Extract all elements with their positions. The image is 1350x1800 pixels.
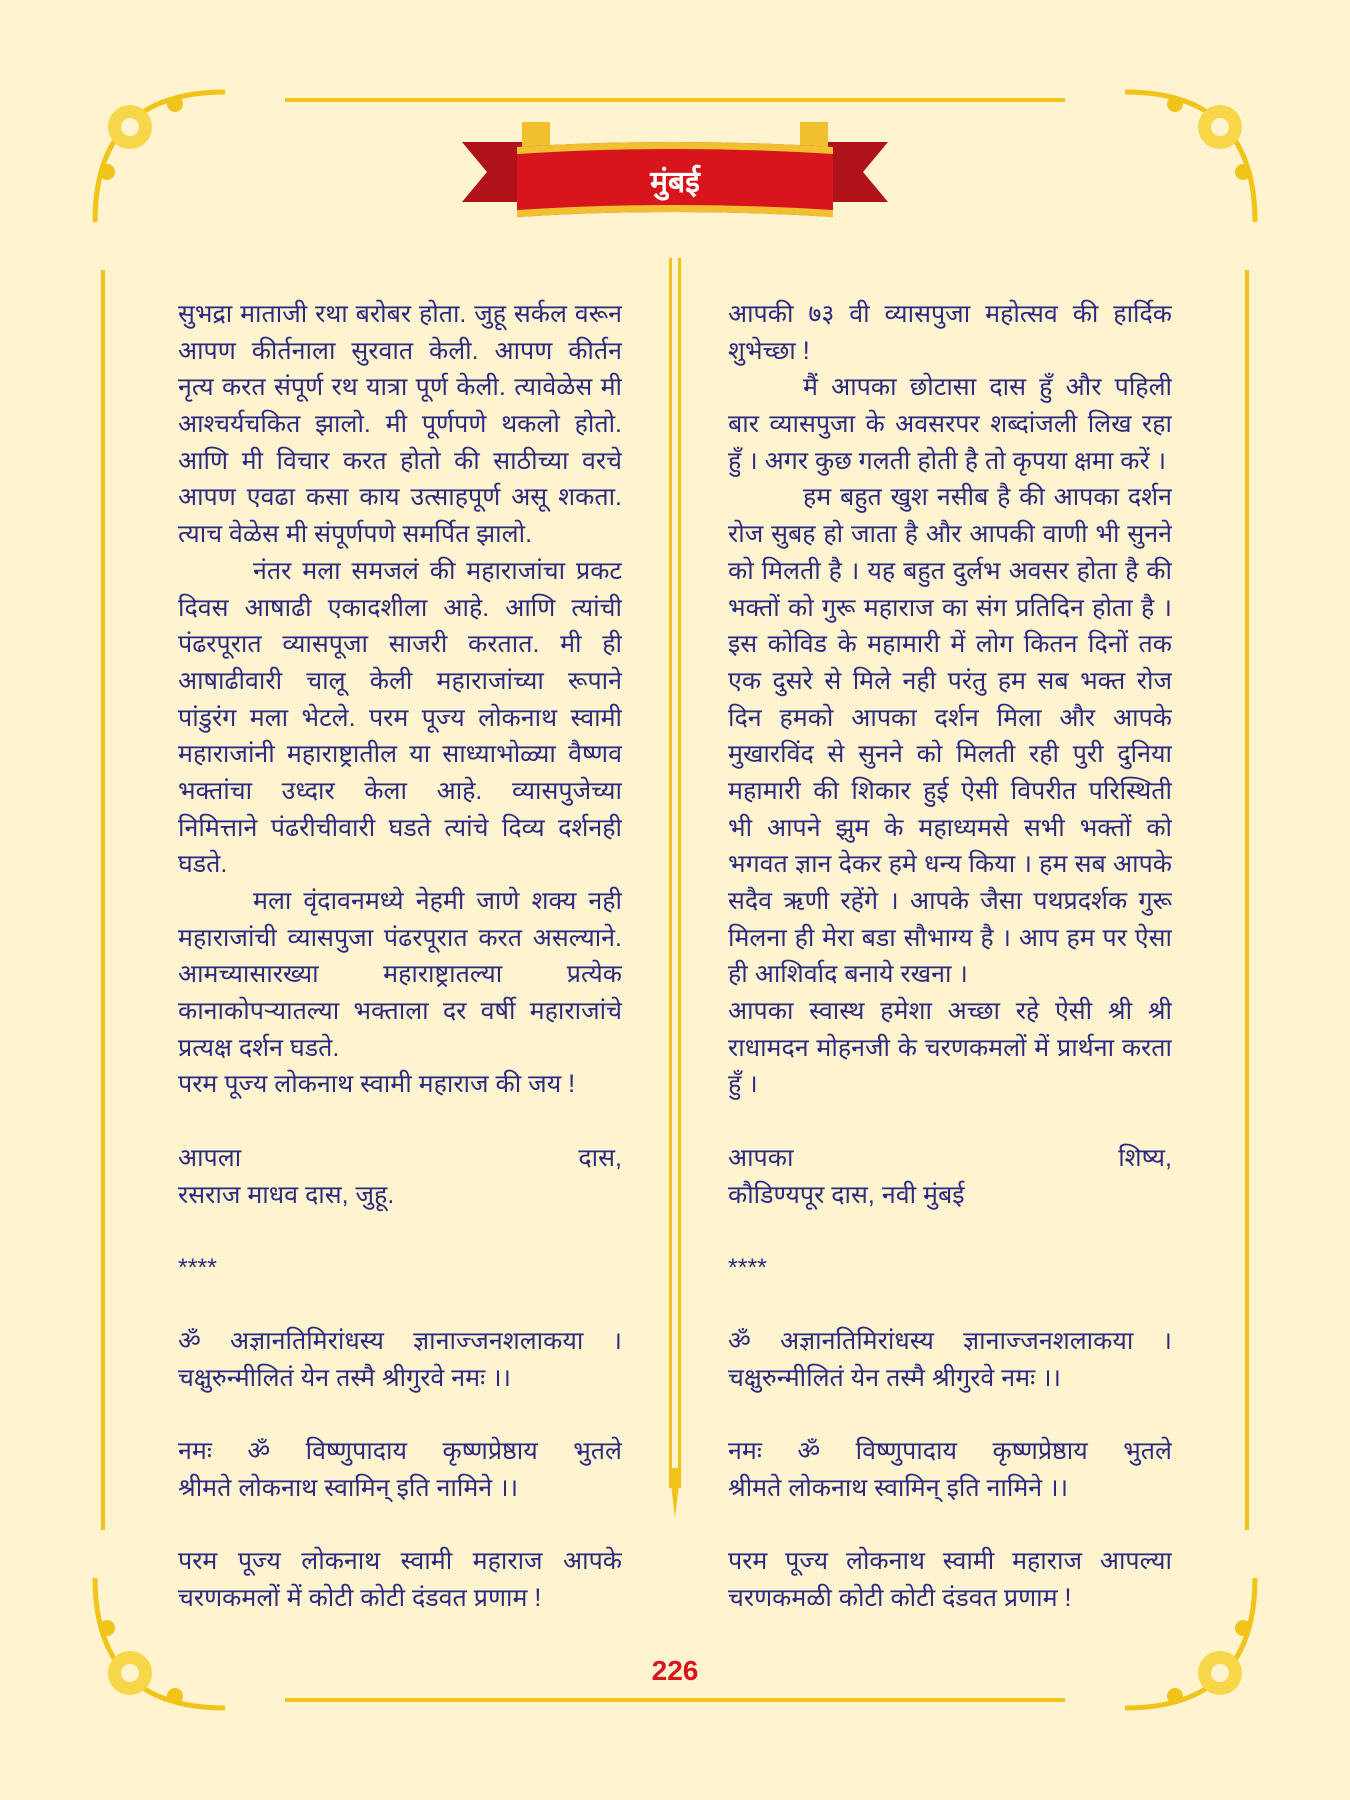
- text-line: मिलना ही मेरा बडा सौभाग्य है । आप हम पर ऐसा: [728, 923, 1172, 952]
- text-line: को मिलती है । यह बहुत दुर्लभ अवसर होता है की: [728, 556, 1172, 585]
- text-line: आपण कीर्तनाला सुरवात केली. आपण कीर्तन: [178, 336, 622, 365]
- paragraph: [728, 369, 1172, 479]
- frame-top-line: [285, 98, 1065, 102]
- text-line: नमः ॐ विष्णुपादाय कृष्णप्रेष्ठाय भुतले: [178, 1437, 622, 1466]
- left-column: [178, 296, 622, 1617]
- text-line: नृत्य करत संपूर्ण रथ यात्रा पूर्ण केली. त्यावेळेस मी: [178, 373, 622, 402]
- paragraph: [728, 296, 1172, 369]
- text-line: आपकी ७३ वी व्यासपुजा महोत्सव की हार्दिक: [728, 300, 1172, 328]
- page-title: मुंबई: [650, 166, 700, 199]
- spacer: [728, 1103, 1172, 1140]
- text-line: ****: [728, 1253, 767, 1282]
- text-line: महामारी की शिकार हुई ऐसी विपरीत परिस्थिती: [728, 776, 1172, 805]
- text-line: दिवस आषाढी एकादशीला आहे. आणि त्यांची: [178, 593, 622, 622]
- text-line: आणि मी विचार करत होतो की साठीच्या वरचे: [178, 446, 622, 475]
- text-line: चक्षुरुन्मीलितं येन तस्मै श्रीगुरवे नमः ।।: [178, 1363, 512, 1392]
- text-line: रोज सुबह हो जाता है और आपकी वाणी भी सुनने: [728, 520, 1172, 549]
- text-line: पांडुरंग मला भेटले. परम पूज्य लोकनाथ स्वामी: [178, 703, 622, 732]
- text-line: मुखारविंद से सुनने को मिलती रही पुरी दुनिया: [728, 740, 1172, 769]
- text-line: हुँ । अगर कुछ गलती होती है तो कृपया क्षमा करें ।: [728, 446, 1167, 475]
- text-line: चरणकमलों में कोटी कोटी दंडवत प्रणाम !: [178, 1584, 542, 1613]
- paragraph: [178, 553, 622, 883]
- text-line: आपका स्वास्थ हमेशा अच्छा रहे ऐसी श्री श्री: [728, 997, 1172, 1026]
- text-line: महाराजांनी महाराष्ट्रातील या साध्याभोळ्या वैष्णव: [178, 740, 622, 769]
- title-banner: [462, 122, 888, 232]
- paragraph: [178, 1250, 622, 1287]
- text-line: आषाढीवारी चालू केली महाराजांच्या रूपाने: [178, 666, 622, 695]
- paragraph: [728, 1140, 1172, 1213]
- text-line: हुँ ।: [728, 1070, 758, 1099]
- text-line: महाराजांची व्यासपुजा पंढरपूरात करत असल्याने.: [178, 923, 622, 952]
- text-line: शुभेच्छा !: [728, 336, 810, 365]
- text-line: आपण एवढा कसा काय उत्साहपूर्ण असू शकता.: [178, 483, 622, 512]
- text-line: ॐ अज्ञानतिमिरांधस्य ज्ञानाज्जनशलाकया ।: [728, 1327, 1172, 1356]
- text-line: हम बहुत खुश नसीब है की आपका दर्शन: [803, 483, 1172, 512]
- text-line: प्रत्यक्ष दर्शन घडते.: [178, 1033, 340, 1062]
- text-line: ॐ अज्ञानतिमिरांधस्य ज्ञानाज्जनशलाकया ।: [178, 1327, 622, 1356]
- paragraph: [178, 296, 622, 553]
- text-line: भगवत ज्ञान देकर हमे धन्य किया । हम सब आपके: [728, 850, 1172, 879]
- spacer: [728, 1397, 1172, 1434]
- frame-right-line: [1245, 270, 1249, 1530]
- page-number: 226: [651, 1655, 699, 1686]
- text-line: आमच्यासारख्या महाराष्ट्रातल्या प्रत्येक: [178, 960, 622, 989]
- text-line: एक दुसरे से मिले नही परंतु हम सब भक्त रोज: [728, 666, 1172, 695]
- text-line: भक्तांचा उध्दार केला आहे. व्यासपुजेच्या: [178, 776, 622, 805]
- spacer: [178, 1287, 622, 1324]
- text-line: परम पूज्य लोकनाथ स्वामी महाराज आपल्या: [728, 1547, 1172, 1576]
- text-line: त्याच वेळेस मी संपूर्णपणे समर्पित झालो.: [178, 520, 533, 549]
- paragraph: [728, 1323, 1172, 1396]
- spacer: [178, 1507, 622, 1544]
- text-line: राधामदन मोहनजी के चरणकमलों में प्रार्थना करता: [728, 1033, 1172, 1062]
- paragraph: [728, 479, 1172, 993]
- text-line: मैं आपका छोटासा दास हुँ और पहिली: [803, 373, 1172, 402]
- text-line: नमः ॐ विष्णुपादाय कृष्णप्रेष्ठाय भुतले: [728, 1437, 1172, 1466]
- text-line: ****: [178, 1253, 217, 1282]
- right-column: [728, 296, 1172, 1617]
- paragraph: [728, 993, 1172, 1103]
- text-line: निमित्ताने पंढरीचीवारी घडते त्यांचे दिव्य दर्शनही: [178, 813, 622, 842]
- text-line: मला वृंदावनमध्ये नेहमी जाणे शक्य नही: [253, 887, 622, 915]
- text-line: आपला दास,: [178, 1143, 622, 1172]
- paragraph: [178, 1323, 622, 1396]
- text-line: भी आपने झुम के महाध्यमसे सभी भक्तों को: [728, 813, 1172, 842]
- paragraph: [728, 1543, 1172, 1616]
- text-line: नंतर मला समजलं की महाराजांचा प्रकट: [253, 556, 622, 585]
- text-line: इस कोविड के महामारी में लोग कितन दिनों तक: [728, 630, 1172, 659]
- text-line: बार व्यासपुजा के अवसरपर शब्दांजली लिख रहा: [728, 410, 1172, 439]
- paragraph: [178, 1543, 622, 1616]
- corner-ornament-top-right: [1115, 82, 1265, 232]
- text-line: आपका शिष्य,: [728, 1143, 1172, 1172]
- text-line: रसराज माधव दास, जुहू.: [178, 1180, 395, 1209]
- column-divider: [669, 258, 681, 1518]
- spacer: [178, 1103, 622, 1140]
- text-line: कानाकोपऱ्यातल्या भक्ताला दर वर्षी महाराजांचे: [178, 997, 622, 1026]
- text-line: पंढरपूरात व्यासपूजा साजरी करतात. मी ही: [178, 630, 622, 659]
- paragraph: [728, 1433, 1172, 1506]
- text-line: श्रीमते लोकनाथ स्वामिन् इति नामिने ।।: [178, 1474, 519, 1502]
- spacer: [728, 1287, 1172, 1324]
- text-line: भक्तों को गुरू महाराज का संग प्रतिदिन होता है ।: [728, 593, 1172, 622]
- text-line: ही आशिर्वाद बनाये रखना ।: [728, 960, 968, 989]
- paragraph: [178, 883, 622, 1066]
- text-line: श्रीमते लोकनाथ स्वामिन् इति नामिने ।।: [728, 1474, 1069, 1502]
- text-line: कौडिण्यपूर दास, नवी मुंबई: [728, 1180, 965, 1209]
- frame-left-line: [101, 270, 105, 1530]
- text-line: चरणकमळी कोटी कोटी दंडवत प्रणाम !: [728, 1584, 1072, 1613]
- corner-ornament-top-left: [85, 82, 235, 232]
- text-line: सदैव ऋणी रहेंगे । आपके जैसा पथप्रदर्शक गुरू: [728, 887, 1172, 915]
- paragraph: [178, 1066, 622, 1103]
- spacer: [728, 1507, 1172, 1544]
- text-line: परम पूज्य लोकनाथ स्वामी महाराज की जय !: [178, 1070, 576, 1099]
- text-line: सुभद्रा माताजी रथा बरोबर होता. जुहू सर्कल वरून: [178, 300, 622, 328]
- text-line: चक्षुरुन्मीलितं येन तस्मै श्रीगुरवे नमः ।।: [728, 1363, 1062, 1392]
- paragraph: [178, 1433, 622, 1506]
- frame-bottom-line: [285, 1698, 1065, 1702]
- text-line: घडते.: [178, 850, 228, 879]
- paragraph: [178, 1140, 622, 1213]
- paragraph: [728, 1250, 1172, 1287]
- spacer: [728, 1213, 1172, 1250]
- text-line: दिन हमको आपका दर्शन मिला और आपके: [728, 703, 1172, 732]
- spacer: [178, 1397, 622, 1434]
- spacer: [178, 1213, 622, 1250]
- text-line: परम पूज्य लोकनाथ स्वामी महाराज आपके: [178, 1547, 622, 1576]
- text-line: आश्चर्यचकित झालो. मी पूर्णपणे थकलो होतो.: [178, 410, 622, 439]
